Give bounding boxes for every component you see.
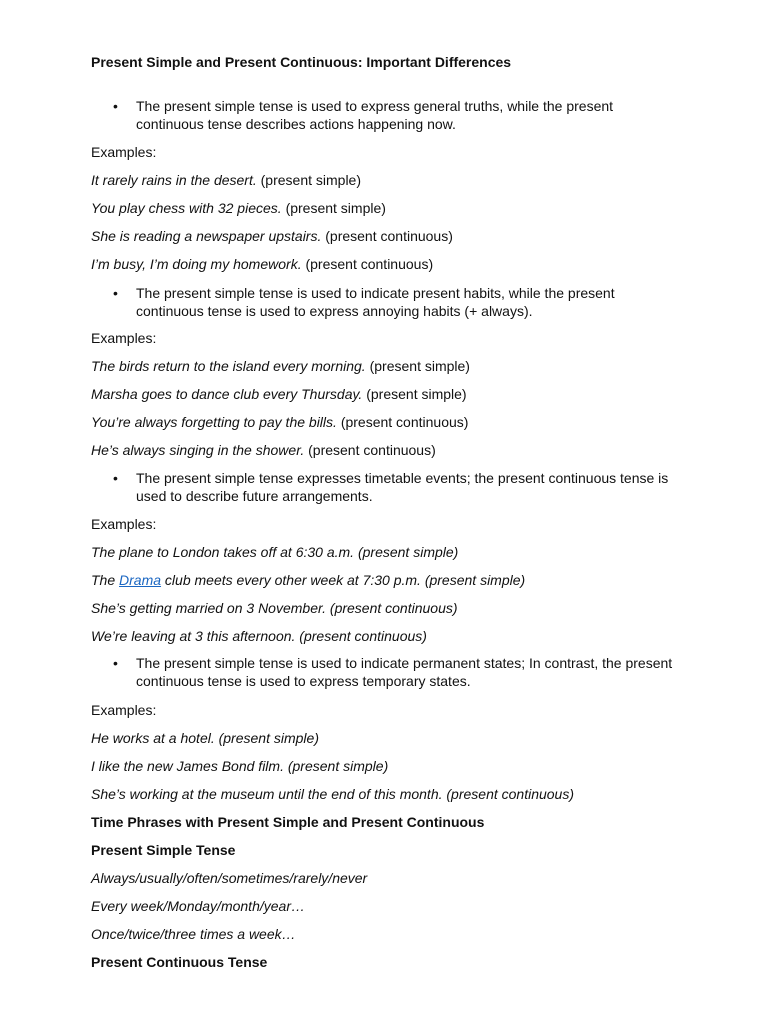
example-sentence: He’s always singing in the shower. — [91, 442, 305, 458]
bullet-dot-icon: • — [113, 655, 118, 671]
example-tag: (present continuous) — [325, 228, 453, 244]
example-sentence: Marsha goes to dance club every Thursday. — [91, 386, 363, 402]
subheading-present-continuous: Present Continuous Tense — [91, 954, 268, 970]
example-tag: (present simple) — [285, 200, 386, 216]
section-heading: Time Phrases with Present Simple and Present Continuous — [91, 814, 485, 830]
example-sentence: She’s getting married on 3 November. (present continuous) — [91, 600, 458, 616]
time-phrase-item: Once/twice/three times a week… — [91, 926, 296, 942]
example-sentence: She’s working at the museum until the end of this month. (present continuous) — [91, 786, 575, 802]
bullet-dot-icon: • — [113, 285, 118, 301]
example-sentence: She is reading a newspaper upstairs. — [91, 228, 322, 244]
example-text-before: The — [91, 572, 120, 588]
bullet-text: The present simple tense expresses timetable events; the present continuous tense is used to describe future arrangements. — [136, 470, 669, 504]
example-line — [91, 228, 453, 245]
bullet-text: The present simple tense is used to indicate permanent states; In contrast, the present continuous tense is used to express temporary states. — [136, 655, 673, 689]
example-sentence: You play chess with 32 pieces. — [91, 200, 282, 216]
example-sentence: You’re always forgetting to pay the bills. — [91, 414, 337, 430]
example-sentence: I’m busy, I’m doing my homework. — [91, 256, 302, 272]
example-line — [91, 414, 468, 431]
example-tag: (present simple) — [366, 386, 467, 402]
example-sentence: I like the new James Bond film. (present simple) — [91, 758, 389, 774]
example-line — [91, 442, 436, 459]
time-phrase-item: Always/usually/often/sometimes/rarely/never — [91, 870, 368, 886]
example-line — [91, 172, 361, 189]
bullet-text: The present simple tense is used to express general truths, while the present continuous tense describes actions happening now. — [136, 98, 614, 132]
example-tag: (present simple) — [260, 172, 362, 188]
example-sentence: The birds return to the island every morning. — [91, 358, 366, 374]
bullet-dot-icon: • — [113, 98, 118, 114]
subheading-present-simple: Present Simple Tense — [91, 842, 236, 858]
example-tag: (present simple) — [369, 358, 470, 374]
bullet-text: The present simple tense is used to indicate present habits, while the present continuous tense is used to express annoying habits (+ always). — [136, 285, 615, 319]
example-sentence: The plane to London takes off at 6:30 a.m. (present simple) — [91, 544, 459, 560]
example-line — [91, 572, 525, 589]
time-phrase-item: Every week/Monday/month/year… — [91, 898, 305, 914]
examples-label: Examples: — [91, 330, 157, 346]
example-line — [91, 200, 386, 217]
example-sentence: We’re leaving at 3 this afternoon. (present continuous) — [91, 628, 427, 644]
example-tag: (present continuous) — [340, 414, 469, 430]
example-line — [91, 386, 467, 403]
example-line — [91, 358, 470, 375]
example-text-after: club meets every other week at 7:30 p.m. (present simple) — [161, 572, 526, 588]
example-tag: (present continuous) — [305, 256, 434, 272]
examples-label: Examples: — [91, 516, 157, 532]
example-tag: (present continuous) — [308, 442, 436, 458]
document-title: Present Simple and Present Continuous: Important Differences — [91, 54, 512, 70]
bullet-dot-icon: • — [113, 470, 118, 486]
example-sentence: He works at a hotel. (present simple) — [91, 730, 319, 746]
examples-label: Examples: — [91, 702, 157, 718]
example-sentence: It rarely rains in the desert. — [91, 172, 257, 188]
examples-label: Examples: — [91, 144, 157, 160]
drama-link[interactable]: Drama — [119, 572, 162, 588]
example-line — [91, 256, 433, 273]
